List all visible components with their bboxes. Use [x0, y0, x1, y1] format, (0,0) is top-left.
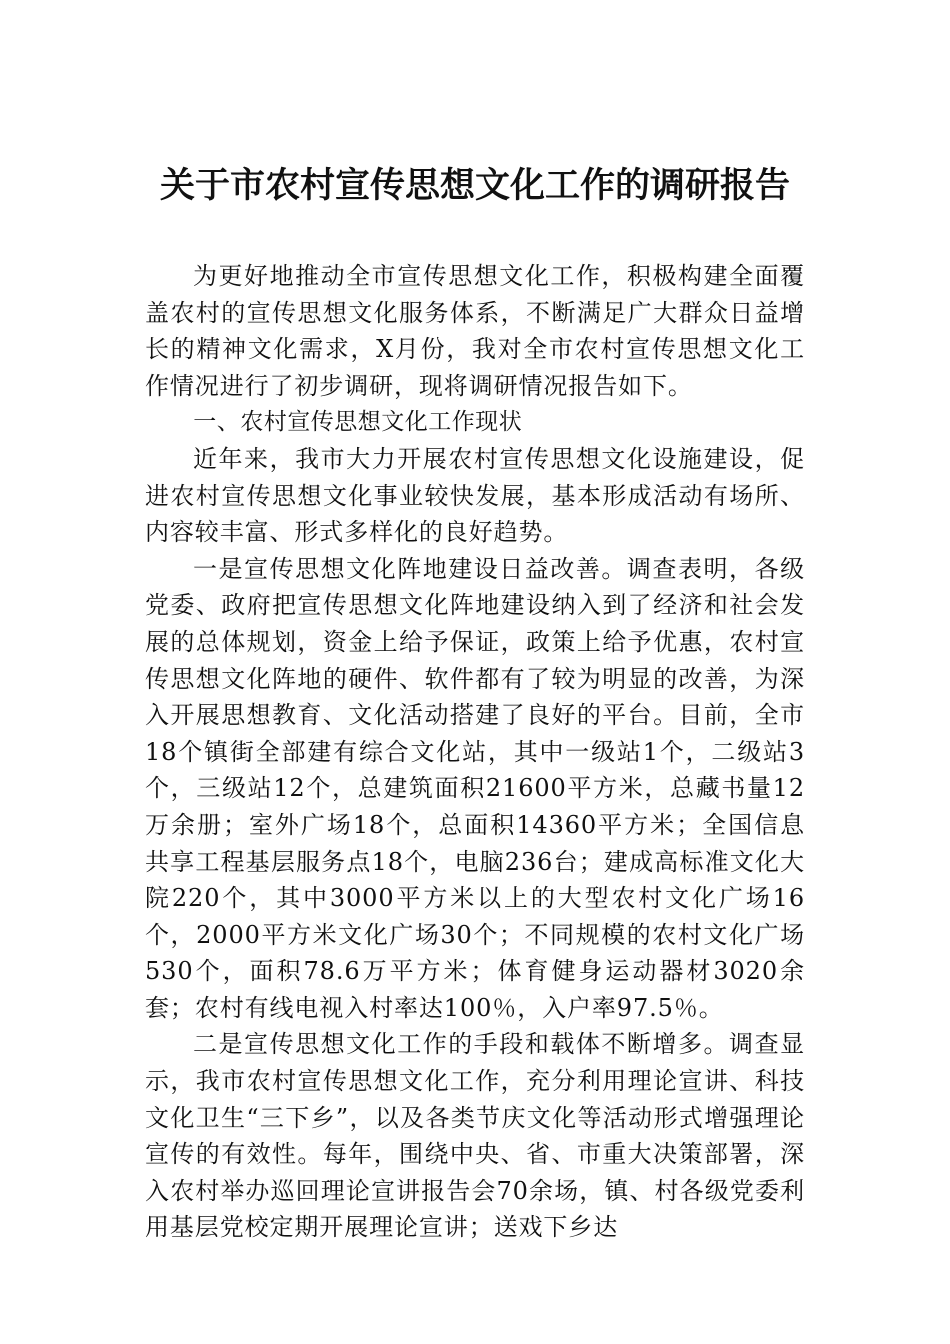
section-heading: 一、农村宣传思想文化工作现状	[193, 409, 523, 436]
facilities-paragraph: 一是宣传思想文化阵地建设日益改善。调查表明，各级党委、政府把宣传思想文化阵地建设纳入到了经济和社会发展的总体规划，资金上给予保证，政策上给予优惠，农村宣传思想文化阵地的硬件、软件都有了较为明显的改善，为深入开展思想教育、文化活动搭建了良好的平台。目前，全市18个镇街全部建有综合文化站，其中一级站1个，二级站3个，三级站12个，总建筑面积21600平方米，总藏书量12万余册；室外广场18个，总面积14360平方米；全国信息共享工程基层服务点18个，电脑236台；建成高标准文化大院220个，其中3000平方米以上的大型农村文化广场16个，2000平方米文化广场30个；不同规模的农村文化广场530个，面积78.6万平方米；体育健身运动器材3020余套；农村有线电视入村率达100％，入户率97.5％。	[145, 554, 805, 1022]
intro-paragraph: 为更好地推动全市宣传思想文化工作，积极构建全面覆盖农村的宣传思想文化服务体系，不断满足广大群众日益增长的精神文化需求，X月份，我对全市农村宣传思想文化工作情况进行了初步调研，现将调研情况报告如下。	[145, 262, 805, 400]
overview-paragraph: 近年来，我市大力开展农村宣传思想文化设施建设，促进农村宣传思想文化事业较快发展，基本形成活动有场所、内容较丰富、形式多样化的良好趋势。	[145, 444, 805, 547]
methods-paragraph: 二是宣传思想文化工作的手段和载体不断增多。调查显示，我市农村宣传思想文化工作，充分利用理论宣讲、科技文化卫生“三下乡”，以及各类节庆文化等活动形式增强理论宣传的有效性。每年，围绕中央、省、市重大决策部署，深入农村举办巡回理论宣讲报告会70余场，镇、村各级党委利用基层党校定期开展理论宣讲；送戏下乡达	[145, 1030, 805, 1242]
document-title: 关于市农村宣传思想文化工作的调研报告	[159, 165, 790, 206]
document-body	[145, 258, 805, 1246]
